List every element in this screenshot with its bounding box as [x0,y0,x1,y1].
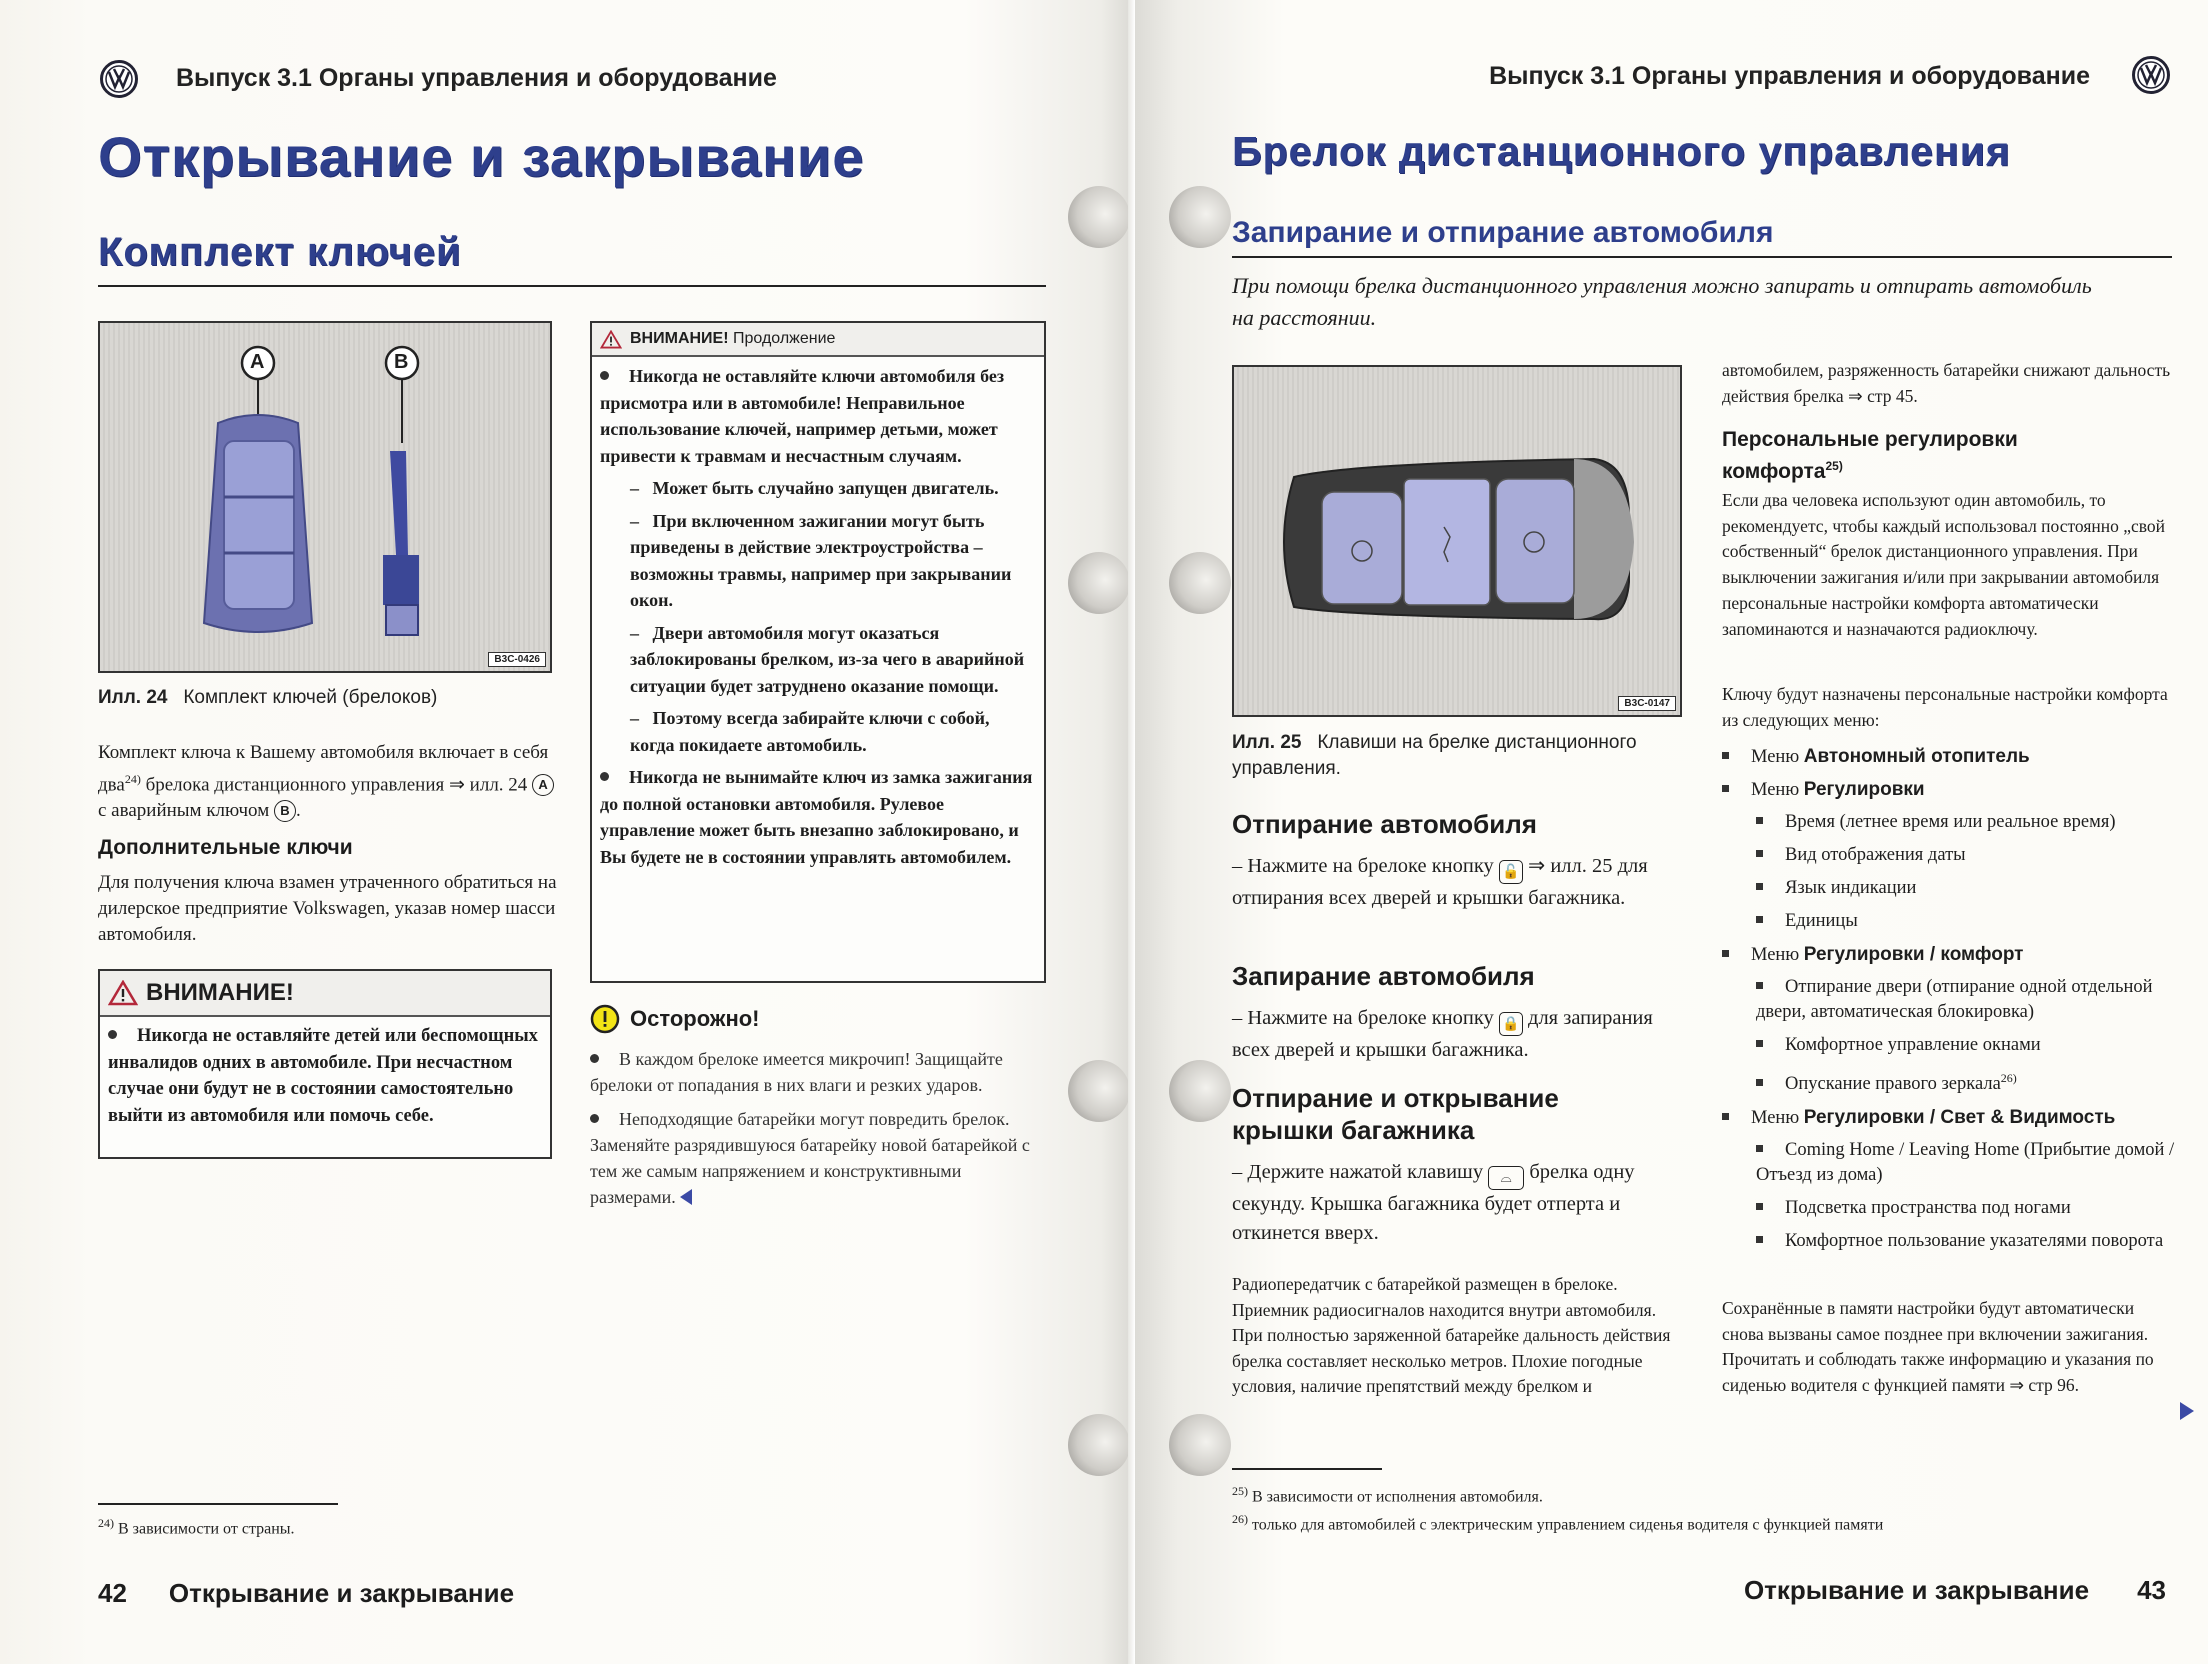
running-header: Выпуск 3.1 Органы управления и оборудование [1489,62,2090,90]
square-bullet-icon [1756,1040,1763,1047]
page-number: 43 [2137,1575,2166,1605]
caution-exclamation-icon [590,1004,620,1034]
figure-label-a: A [250,351,265,373]
footnote-rule [98,1503,338,1505]
binder-hole [1169,552,1231,614]
footnote-24 [98,1516,295,1538]
binder-hole [1068,1414,1130,1476]
radio-text-continued: автомобилем, разряженность батарейки снижают дальность действия брелка ⇒ стр 45. [1722,360,2171,406]
caution-bullet-2: Неподходящие батарейки могут повредить брелок. Заменяйте разрядившуюся батарейку новой батарейкой с тем же самым напряжением и конструктивными размерами. [590,1109,1030,1207]
square-bullet-icon [1756,1145,1763,1152]
figure-code: B3C-0147 [1618,696,1676,711]
warning-dash-item: – Двери автомобиля могут оказаться заблокированы брелком, из-за чего в аварийной ситуации будет затруднено оказание помощи. [630,622,1025,696]
intro-text-4: . [295,800,301,822]
footnote-text: только для автомобилей с электрическим управлением сиденья водителя с функцией памяти [1248,1516,1884,1534]
end-of-section-arrow-icon [680,1189,692,1205]
submenu-text: Coming Home / Leaving Home (Прибытие домой / Отъезд из дома) [1756,1140,2175,1186]
square-bullet-icon [1756,1236,1763,1243]
menu-prefix: Меню [1751,1108,1804,1129]
closing-text: Сохранённые в памяти настройки будут автоматически снова вызваны самое позднее при включении зажигания. Прочитать и соблюдать также информацию и указания по сиденью водителя с функцией памяти ⇒ стр 96. [1722,1298,2154,1396]
lock-text-1: – Нажмите на брелоке кнопку [1232,1007,1499,1029]
footnote-number: 26) [1232,1512,1248,1526]
submenu-text: Язык индикации [1785,878,1917,898]
page-footer [98,1578,514,1609]
square-bullet-icon [1722,752,1729,759]
bullet-icon [108,1030,117,1039]
vw-logo-icon [100,60,138,98]
unlock-button-icon: 🔓 [1499,860,1523,884]
figure-label-b: B [394,351,409,373]
warning-text: Никогда не оставляйте детей или беспомощных инвалидов одних в автомобиле. При несчастном случае они будут не в состоянии самостоятельно выйти из автомобиля или помочь себе. [108,1026,538,1126]
warning-continued-heading: ВНИМАНИЕ! [630,330,729,347]
unlock-text-1: – Нажмите на брелоке кнопку [1232,855,1499,877]
submenu-text: Вид отображения даты [1785,845,1966,865]
warning-header [100,971,550,1017]
personal-heading-text: Персональные регулировки комфорта [1722,428,2018,483]
footnote-ref-24[interactable]: 24) [124,772,141,786]
binder-hole [1169,1060,1231,1122]
submenu-text: Подсветка пространства под ногами [1785,1198,2071,1219]
running-header: Выпуск 3.1 Органы управления и оборудование [176,64,777,92]
submenu-text: Отпирание двери (отпирание одной отдельной двери, автоматическая блокировка) [1756,977,2153,1022]
section-rule [98,285,1046,287]
extra-keys-text: Для получения ключа взамен утраченного обратиться на дилерское предприятие Volkswagen, указав номер шасси автомобиля. [98,872,557,945]
menu-name: Регулировки / Свет & Видимость [1803,1107,2116,1129]
binder-hole [1169,186,1231,248]
footnote-25 [1232,1484,1543,1506]
unlock-text-2: ⇒ илл. 25 для отпирания всех дверей и крышки багажника. [1232,855,1648,909]
footnote-number: 25) [1232,1484,1248,1498]
caption-number: Илл. 25 [1232,732,1302,753]
submenu-item [1722,975,2192,1025]
square-bullet-icon [1756,883,1763,890]
square-bullet-icon [1722,950,1729,957]
extra-keys-heading: Дополнительные ключи [98,836,353,859]
trunk-text [1232,1158,1687,1248]
warning-heading: ВНИМАНИЕ! [146,979,294,1006]
footnote-ref-25[interactable]: 25) [1825,459,1843,473]
section-rule [1232,256,2172,258]
trunk-heading: Отпирание и открывание крышки багажника [1232,1083,1559,1145]
menu-name: Автономный отопитель [1803,746,2030,767]
bullet-icon [600,772,609,781]
warning-continued-box [590,321,1046,983]
warning-continued-body [592,357,1044,878]
chapter-title: Открывание и закрывание [98,125,865,188]
caution-heading: Осторожно! [630,1006,760,1031]
binder-hole [1068,552,1130,614]
key-set-illustration [100,323,552,673]
footnote-rule [1232,1468,1382,1470]
square-bullet-icon [1756,982,1763,989]
lock-text [1232,1004,1692,1065]
menu-name: Регулировки [1803,779,1925,800]
footnote-number: 24) [98,1516,114,1530]
section-title: Комплект ключей [98,230,462,274]
bullet-icon [590,1054,599,1063]
square-bullet-icon [1756,817,1763,824]
warning-box [98,969,552,1159]
chapter-title: Брелок дистанционного управления [1232,128,2011,174]
caution-body [590,1046,1050,1210]
lock-button-icon: 🔒 [1499,1012,1523,1036]
lock-text-2: для запирания всех дверей и крышки багажника. [1232,1007,1653,1061]
submenu-item [1722,843,2192,868]
square-bullet-icon [1756,1079,1763,1086]
menu-name: Регулировки / комфорт [1803,944,2024,965]
trunk-button-icon: ⌓ [1488,1166,1524,1190]
menu-list [1722,744,2192,1260]
footnote-26 [1232,1512,1883,1534]
bullet-icon [600,371,609,380]
warning-continued-bullet-2: Никогда не вынимайте ключ из замка зажигания до полной остановки автомобиля. Рулевое управление может быть внезапно заблокировано, и Вы будете не в состоянии управлять автомобилем. [600,767,1033,867]
submenu-item [1722,1196,2192,1221]
binder-hole [1068,186,1130,248]
warning-triangle-icon [600,330,622,349]
figure-caption [1232,730,1692,782]
footnote-text: В зависимости от страны. [114,1520,295,1538]
submenu-text: Комфортное управление окнами [1785,1035,2041,1055]
warning-continued-suffix: Продолжение [728,330,836,347]
square-bullet-icon [1756,1203,1763,1210]
caption-text: Комплект ключей (брелоков) [183,687,438,708]
trunk-text-1: – Держите нажатой клавишу [1232,1161,1489,1183]
submenu-item [1722,1033,2192,1058]
caution-bullet-1: В каждом брелоке имеется микрочип! Защищайте брелоки от попадания в них влаги и резких ударов. [590,1049,1003,1095]
binder-hole [1068,1060,1130,1122]
intro-italic: При помощи брелка дистанционного управления можно запирать и отпирать автомобиль на расстоянии. [1232,273,2092,330]
submenu-item [1722,1229,2192,1254]
radio-text: Радиопередатчик с батарейкой размещен в брелоке. Приемник радиосигналов находится внутри автомобиля. При полностью заряженной батарейке дальность действия брелка составляет несколько метров. Плохие погодные условия, наличие препятствий между брелком и [1232,1274,1671,1396]
section-title: Запирание и отпирание автомобиля [1232,216,1774,249]
square-bullet-icon [1722,1113,1729,1120]
caution-header [590,1004,760,1034]
footer-title: Открывание и закрывание [168,1578,515,1608]
warning-dash-item: – Поэтому всегда забирайте ключи с собой, когда покидаете автомобиль. [630,708,990,755]
menu-prefix: Меню [1751,747,1804,767]
menu-item [1722,942,2192,968]
submenu-text: Комфортное пользование указателями поворота [1785,1231,2164,1252]
menu-prefix: Меню [1751,945,1804,965]
intro-paragraph [98,740,558,824]
unlock-text [1232,852,1687,913]
circle-label-b: B [274,800,296,822]
footer-title: Открывание и закрывание [1743,1575,2090,1605]
figure-caption [98,685,558,711]
lock-heading: Запирание автомобиля [1232,961,1535,991]
menu-prefix: Меню [1751,780,1804,800]
figure-25 [1232,365,1682,717]
trunk-text-2: брелка одну секунду. Крышка багажника будет отперта и откинется вверх. [1232,1161,1635,1244]
personal-heading [1722,426,2142,485]
submenu-item [1722,1138,2192,1188]
figure-code: B3C-0426 [488,652,546,667]
intro-text-2: брелока дистанционного управления ⇒ илл. 24 [140,774,533,796]
square-bullet-icon [1756,850,1763,857]
personal-text-1: Если два человека используют один автомобиль, то рекомендуетс, чтобы каждый использовал постоянно „свой собственный“ брелок дистанционного управления. При выключении зажигания и/или при закрывании автомобиля персональные настройки комфорта автоматически запоминаются и назначаются радиоключу. [1722,490,2166,639]
warning-dash-item: – Может быть случайно запущен двигатель. [630,478,999,498]
square-bullet-icon [1756,916,1763,923]
key-fob-illustration [1234,367,1682,717]
warning-body [100,1017,550,1137]
dash-text: Двери автомобиля могут оказаться заблокированы брелком, из-за чего в аварийной ситуации будет затруднено оказание помощи. [630,622,1025,696]
caption-number: Илл. 24 [98,687,168,708]
personal-text-2: Ключу будут назначены персональные настройки комфорта из следующих меню: [1722,684,2168,730]
footnote-text: В зависимости от исполнения автомобиля. [1248,1488,1543,1506]
binder-hole [1169,1414,1231,1476]
warning-continued-bullet-1: Никогда не оставляйте ключи автомобиля без присмотра или в автомобиле! Неправильное использование ключей, например детьми, может привести к травмам и несчастным случаям. [600,366,1005,466]
dash-text: Поэтому всегда забирайте ключи с собой, когда покидаете автомобиль. [630,708,990,755]
page-number: 42 [98,1578,127,1608]
figure-24 [98,321,552,673]
menu-item [1722,744,2192,770]
submenu-text: Опускание правого зеркала [1785,1074,2001,1095]
vw-logo-icon [2132,56,2170,94]
page-footer [1744,1575,2166,1606]
right-page [1135,0,2208,1664]
intro-text: Комплект ключа к Вашему автомобиля включает в себя два [98,742,549,796]
footnote-ref-26[interactable]: 26) [2000,1071,2017,1085]
menu-item [1722,1105,2192,1131]
submenu-item [1722,1066,2192,1097]
submenu-text: Время (летнее время или реальное время) [1785,812,2116,832]
circle-label-a: A [532,774,554,796]
warning-continued-header [592,323,1044,357]
menu-item [1722,777,2192,803]
submenu-text: Единицы [1785,911,1858,931]
submenu-item [1722,909,2192,934]
caption-text: Клавиши на брелке дистанционного управления. [1232,732,1637,779]
submenu-item [1722,810,2192,835]
bullet-icon [590,1114,599,1123]
warning-dash-item: – При включенном зажигании могут быть приведены в действие электроустройства – возможны травмы, например при закрывании окон. [630,510,1012,610]
square-bullet-icon [1722,785,1729,792]
dash-text: Может быть случайно запущен двигатель. [652,478,999,498]
continued-next-page-arrow-icon [2180,1402,2194,1420]
submenu-item [1722,876,2192,901]
unlock-heading: Отпирание автомобиля [1232,809,1537,839]
dash-text: При включенном зажигании могут быть приведены в действие электроустройства – возможны травмы, например при закрывании окон. [630,510,1012,610]
intro-text-3: с аварийным ключом [98,800,274,822]
warning-triangle-icon [108,980,138,1006]
